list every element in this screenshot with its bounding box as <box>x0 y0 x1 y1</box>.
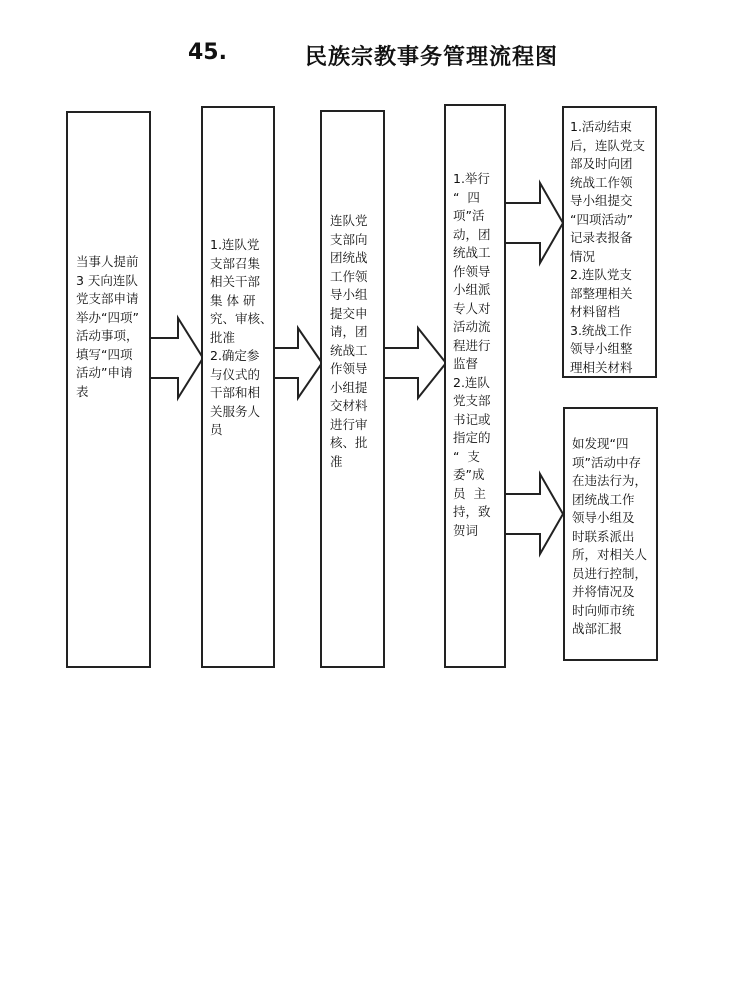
step-box-violation <box>563 407 658 661</box>
step-box-apply <box>66 111 151 668</box>
step-text-after-activity: 1.活动结束 后，连队党支 部及时向团 统战工作领 导小组提交 “四项活动” 记录表报备 情况 2.连队党支 部整理相关 材料留档 3.统战工作 领导小组整 理相关材料 <box>570 119 646 375</box>
step-box-submit <box>320 110 385 668</box>
arrow-3-to-4 <box>384 328 446 398</box>
arrow-4-to-6 <box>505 474 563 554</box>
step-text-apply: 当事人提前 3 天向连队 党支部申请 举办“四项” 活动事项， 填写“四项 活动”申请 表 <box>76 254 139 399</box>
step-text-violation: 如发现“四 项”活动中存 在违法行为， 团统战工作 领导小组及 时联系派出 所，对相关人 员进行控制， 并将情况及 时向师市统 战部汇报 <box>572 436 648 636</box>
title-number: 45. <box>188 40 227 65</box>
title-text: 民族宗教事务管理流程图 <box>305 45 559 70</box>
step-text-review: 1.连队党 支部召集 相关干部 集 体 研 究、审核、 批准 2.确定参 与仪式的 干部和相 关服务人 员 <box>210 237 273 437</box>
arrow-4-to-5 <box>505 183 563 263</box>
step-box-hold-activity <box>444 104 506 668</box>
step-box-review <box>201 106 275 668</box>
step-text-submit: 连队党 支部向 团统战 工作领 导小组 提交申 请，团 统战工 作领导 小组提 交材料 进行审 核、批 准 <box>330 213 368 469</box>
arrow-1-to-2 <box>150 318 203 398</box>
step-box-after-activity <box>562 106 657 378</box>
step-text-hold-activity: 1.举行 “ 四 项”活 动，团 统战工 作领导 小组派 专人对 活动流 程进行 监督 2.连队 党支部 书记或 指定的 “ 支 委”成 员 主 持，致 贺词 <box>453 171 491 538</box>
arrow-2-to-3 <box>274 328 322 398</box>
